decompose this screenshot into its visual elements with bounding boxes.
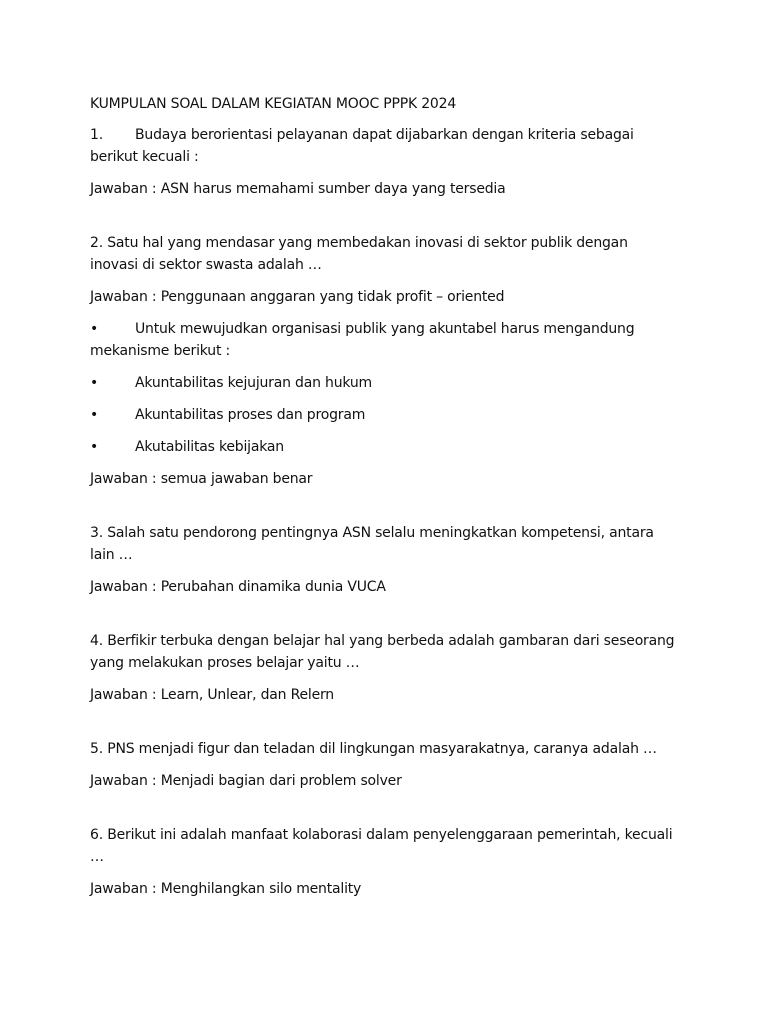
list-item [90, 372, 675, 394]
question-1 [90, 124, 675, 168]
question-2b [90, 318, 675, 362]
question-4: 4. Berfikir terbuka dengan belajar hal yang berbeda adalah gambaran dari seseorang yang melakukan proses belajar yaitu … [90, 633, 675, 671]
list-item-text: Akuntabilitas proses dan program [135, 407, 366, 423]
spacer [90, 608, 675, 630]
answer-4: Jawaban : Learn, Unlear, dan Relern [90, 687, 334, 703]
question-1-number: 1. [90, 127, 103, 143]
bullet-mark: • [90, 407, 99, 423]
question-2: 2. Satu hal yang mendasar yang membedakan inovasi di sektor publik dengan inovasi di sektor swasta adalah … [90, 235, 628, 273]
spacer [90, 500, 675, 522]
spacer [90, 716, 675, 738]
list-item [90, 436, 675, 458]
answer-1: Jawaban : ASN harus memahami sumber daya yang tersedia [90, 181, 506, 197]
bullet-mark: • [90, 439, 99, 455]
answer-3: Jawaban : Perubahan dinamika dunia VUCA [90, 579, 386, 595]
answer-2b: Jawaban : semua jawaban benar [90, 471, 313, 487]
question-5: 5. PNS menjadi figur dan teladan dil lingkungan masyarakatnya, caranya adalah … [90, 741, 657, 757]
question-1-text: Budaya berorientasi pelayanan dapat dijabarkan dengan kriteria sebagai berikut kecuali : [90, 127, 634, 165]
bullet-mark: • [90, 321, 99, 337]
document-title: KUMPULAN SOAL DALAM KEGIATAN MOOC PPPK 2024 [90, 96, 457, 112]
spacer [90, 210, 675, 232]
question-3: 3. Salah satu pendorong pentingnya ASN selalu meningkatkan kompetensi, antara lain … [90, 525, 654, 563]
answer-2: Jawaban : Penggunaan anggaran yang tidak profit – oriented [90, 289, 505, 305]
list-item [90, 404, 675, 426]
bullet-mark: • [90, 375, 99, 391]
question-2b-text: Untuk mewujudkan organisasi publik yang akuntabel harus mengandung mekanisme berikut : [90, 321, 635, 359]
spacer [90, 802, 675, 824]
list-item-text: Akuntabilitas kejujuran dan hukum [135, 375, 372, 391]
question-6: 6. Berikut ini adalah manfaat kolaborasi dalam penyelenggaraan pemerintah, kecuali … [90, 827, 673, 865]
answer-5: Jawaban : Menjadi bagian dari problem solver [90, 773, 402, 789]
answer-6: Jawaban : Menghilangkan silo mentality [90, 881, 362, 897]
list-item-text: Akutabilitas kebijakan [135, 439, 284, 455]
document-body [90, 93, 675, 910]
